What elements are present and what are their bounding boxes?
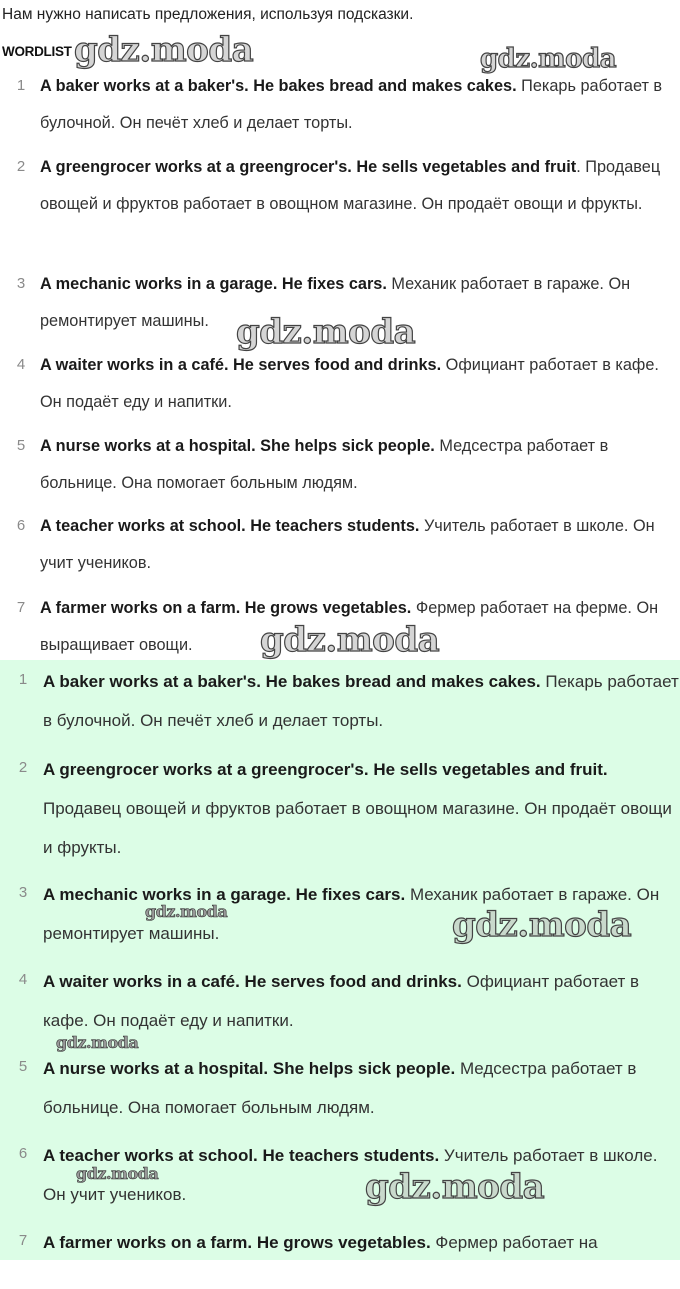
item-number: 7: [18, 1232, 28, 1249]
english-sentence: A greengrocer works at a greengrocer's. He sells vegetables and fruit.: [43, 760, 608, 779]
task-instruction: Нам нужно написать предложения, используя подсказки.: [2, 6, 414, 23]
russian-translation: Медсестра работает в больнице. Она помогает больным людям.: [40, 437, 609, 492]
item-number: 1: [18, 671, 28, 688]
russian-translation: Учитель работает в школе. Он учит учеников.: [40, 517, 655, 572]
english-sentence: A teacher works at school. He teachers students.: [40, 517, 420, 535]
russian-translation: Официант работает в кафе. Он подаёт еду и напитки.: [43, 972, 640, 1030]
russian-translation: Механик работает в гараже. Он ремонтирует машины.: [40, 275, 631, 330]
english-sentence: A waiter works in a café. He serves food and drinks.: [40, 356, 442, 374]
watermark-logo: gdz.moda: [236, 312, 416, 352]
english-sentence: A greengrocer works at a greengrocer's. He sells vegetables and fruit: [40, 158, 577, 176]
watermark-logo: gdz.moda: [145, 902, 228, 921]
item-number: 1: [16, 77, 26, 94]
item-number: 2: [18, 759, 28, 776]
english-sentence: A mechanic works in a garage. He fixes cars.: [40, 275, 387, 293]
russian-translation: Официант работает в кафе. Он подаёт еду и напитки.: [40, 356, 659, 411]
watermark-logo: gdz.moda: [260, 620, 440, 660]
item-number: 4: [18, 971, 28, 988]
russian-translation: Пекарь работает в булочной. Он печёт хлеб и делает торты.: [40, 77, 663, 132]
english-sentence: A baker works at a baker's. He bakes bread and makes cakes.: [40, 77, 517, 95]
english-sentence: A farmer works on a farm. He grows vegetables.: [43, 1233, 431, 1252]
item-number: 2: [16, 158, 26, 175]
russian-translation: Пекарь работает в булочной. Он печёт хлеб и делает торты.: [43, 672, 679, 730]
english-sentence: A baker works at a baker's. He bakes bread and makes cakes.: [43, 672, 541, 691]
watermark-logo: gdz.moda: [480, 44, 617, 74]
watermark-logo: gdz.moda: [56, 1033, 139, 1052]
english-sentence: A nurse works at a hospital. She helps sick people.: [40, 437, 435, 455]
watermark-logo: gdz.moda: [76, 1164, 159, 1183]
russian-translation: Медсестра работает в больнице. Она помогает больным людям.: [43, 1059, 637, 1117]
item-number: 6: [16, 517, 26, 534]
english-sentence: A waiter works in a café. He serves food and drinks.: [43, 972, 462, 991]
russian-translation: Механик работает в гараже. Он ремонтирует машины.: [43, 885, 660, 943]
watermark-logo: gdz.moda: [365, 1167, 545, 1207]
wordlist-label: WORDLIST: [2, 44, 72, 59]
item-number: 7: [16, 599, 26, 616]
english-sentence: A teacher works at school. He teachers students.: [43, 1146, 440, 1165]
english-sentence: A nurse works at a hospital. She helps sick people.: [43, 1059, 456, 1078]
watermark-logo: gdz.moda: [452, 905, 632, 945]
item-number: 3: [18, 884, 28, 901]
russian-translation: Фермер работает на ферме. Он выращивает овощи.: [40, 599, 659, 654]
watermark-logo: gdz.moda: [74, 30, 254, 70]
item-number: 5: [16, 437, 26, 454]
item-number: 5: [18, 1058, 28, 1075]
item-number: 3: [16, 275, 26, 292]
russian-translation: Фермер работает на: [435, 1233, 598, 1252]
english-sentence: A farmer works on a farm. He grows vegetables.: [40, 599, 412, 617]
russian-translation: Продавец овощей и фруктов работает в овощном магазине. Он продаёт овощи и фрукты.: [43, 799, 672, 857]
item-number: 4: [16, 356, 26, 373]
russian-translation: Продавец овощей и фруктов работает в овощном магазине. Он продаёт овощи и фрукты.: [40, 158, 661, 213]
english-sentence: A mechanic works in a garage. He fixes cars.: [43, 885, 406, 904]
russian-translation: Учитель работает в школе. Он учит учеников.: [43, 1146, 658, 1204]
item-number: 6: [18, 1145, 28, 1162]
